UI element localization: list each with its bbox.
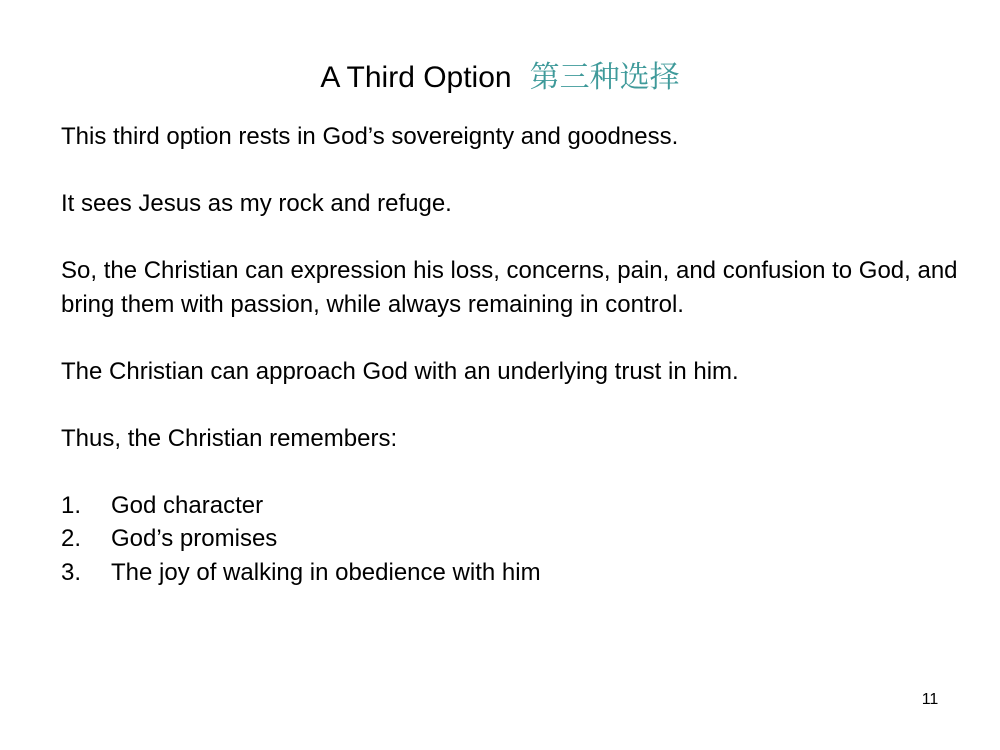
- list-item: [61, 489, 961, 523]
- list-item: [61, 522, 961, 556]
- paragraph-rock-refuge: It sees Jesus as my rock and refuge.: [61, 190, 452, 217]
- paragraph-expression: So, the Christian can expression his loss, concerns, pain, and confusion to God, and bring them with passion, while always remaining in control.: [61, 257, 958, 318]
- list-item-text: God character: [111, 491, 264, 519]
- paragraph-remembers: Thus, the Christian remembers:: [61, 424, 398, 452]
- list-item: [61, 556, 961, 590]
- list-item-number: 1.: [61, 491, 82, 519]
- list-item-number: 3.: [61, 558, 82, 586]
- slide-body: [61, 120, 961, 589]
- paragraph-sovereignty: This third option rests in God’s sovereignty and goodness.: [61, 123, 679, 150]
- page-number: 11: [921, 691, 939, 708]
- slide-title-chinese: 第三种选择: [529, 60, 680, 95]
- list-item-text: God’s promises: [111, 525, 278, 552]
- remember-list: [61, 489, 961, 590]
- slide-title-english: A Third Option: [320, 61, 512, 94]
- list-item-number: 2.: [61, 525, 82, 552]
- slide-title: [0, 58, 1000, 98]
- paragraph-trust: The Christian can approach God with an underlying trust in him.: [61, 357, 739, 385]
- list-item-text: The joy of walking in obedience with him: [111, 558, 541, 586]
